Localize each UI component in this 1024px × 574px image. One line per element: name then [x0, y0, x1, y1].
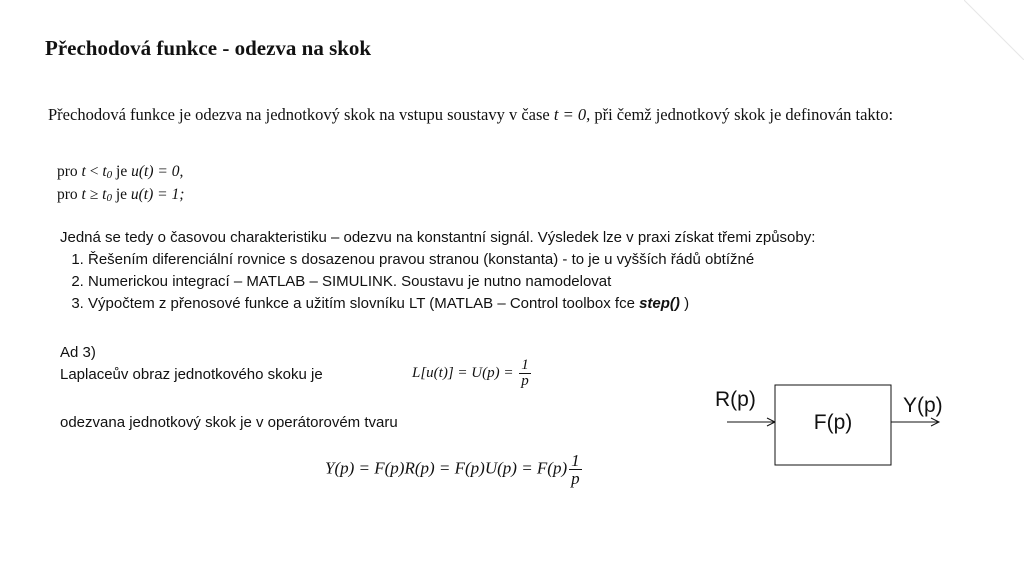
response-fraction: $\frac{1}{p}$ [571, 451, 580, 488]
method-item-1: 1. Řešením diferenciální rovnice s dosazenou pravou stranou (konstanta) - to je u vyšších řádů obtížné [88, 249, 960, 271]
def-bound-sub: 0 [106, 192, 112, 204]
laplace-label: Laplaceův obraz jednotkového skoku je [60, 366, 323, 383]
def-var: t [81, 186, 86, 203]
laplace-formula-lhs: L[u(t)] = U(p) = [412, 364, 518, 381]
step-definitions [57, 162, 184, 208]
step-function-name: step() [639, 295, 680, 312]
method-item-2: 2. Numerickou integrací – MATLAB – SIMULINK. Soustavu je nutno namodelovat [88, 271, 960, 293]
page-corner-decoration [964, 0, 1024, 60]
def-expression: u(t) = 0, [131, 163, 184, 180]
def-prefix: pro [57, 186, 78, 203]
block-diagram [705, 380, 965, 470]
definition-row-lt [57, 162, 184, 185]
intro-math: t = 0 [553, 105, 587, 124]
definition-row-ge [57, 185, 184, 208]
diagram-input-label: R(p) [715, 388, 756, 411]
method-item-3: 3. Výpočtem z přenosové funkce a užitím slovníku LT (MATLAB – Control toolbox fce step() ) [88, 293, 960, 315]
ad-label: Ad 3) [60, 344, 96, 361]
intro-text-after: , při čemž jednotkový skok je definován takto: [586, 105, 894, 124]
def-bound-sub: 0 [106, 169, 113, 181]
methods-list [60, 249, 960, 315]
laplace-fraction: $\frac{1}{p}$ [521, 357, 529, 389]
diagram-output-label: Y(p) [903, 394, 943, 417]
intro-text-before: Přechodová funkce je odezva na jednotkový skok na vstupu soustavy v čase [48, 105, 554, 124]
def-relation: < [89, 163, 99, 180]
methods-section [60, 227, 960, 315]
response-formula-lhs: Y(p) = F(p)R(p) = F(p)U(p) = F(p) [325, 458, 568, 478]
response-formula [325, 452, 582, 487]
def-mid: je [115, 186, 127, 203]
def-expression: u(t) = 1; [130, 186, 185, 203]
def-bound: t [102, 163, 107, 180]
diagram-block-label: F(p) [813, 411, 853, 434]
slide-title: Přechodová funkce - odezva na skok [45, 36, 372, 60]
intro-paragraph [48, 104, 993, 126]
response-label: odezvana jednotkový skok je v operátorovém tvaru [60, 414, 398, 431]
laplace-formula [412, 358, 531, 389]
methods-lead: Jedná se tedy o časovou charakteristiku – odezvu na konstantní signál. Výsledek lze v praxi získat třemi způsoby: [60, 229, 816, 246]
def-bound: t [102, 186, 107, 203]
def-prefix: pro [57, 163, 78, 180]
def-var: t [81, 163, 86, 180]
def-relation: ≥ [89, 186, 99, 203]
def-mid: je [116, 163, 128, 180]
